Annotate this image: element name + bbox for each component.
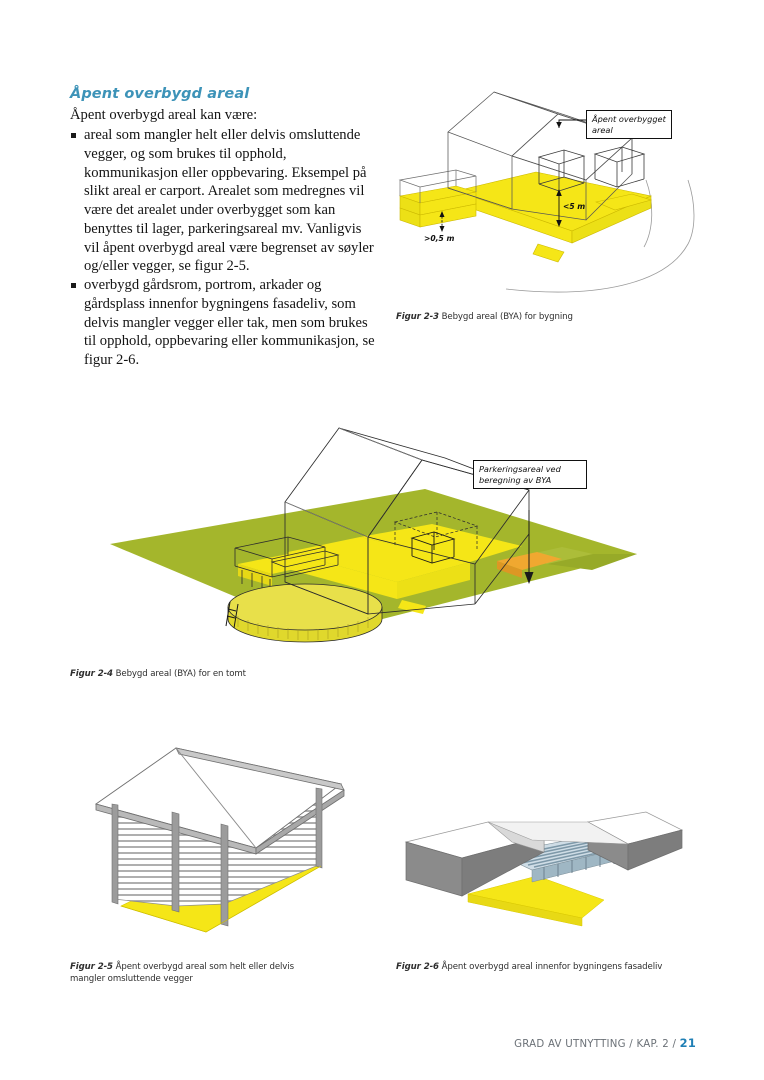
figure-number: Figur 2-4 — [70, 669, 113, 679]
callout-line: beregning av BYA — [479, 474, 552, 485]
dimension-label-under-five-metres: <5 m — [563, 202, 586, 211]
callout-apent-overbygget-areal — [586, 110, 672, 139]
dimension-label-over-half-metre: >0,5 m — [424, 234, 455, 243]
callout-parkeringsareal — [473, 460, 587, 489]
page-title: Åpent overbygd areal — [70, 86, 250, 102]
figure-number: Figur 2-3 — [396, 312, 439, 322]
page-footer — [514, 1036, 696, 1050]
figure-2-5-caption — [70, 962, 330, 985]
figure-2-6-caption — [396, 962, 676, 974]
body-text-column — [70, 86, 380, 370]
figure-number: Figur 2-5 — [70, 962, 113, 972]
figure-number: Figur 2-6 — [396, 962, 439, 972]
figure-2-4-caption — [70, 669, 470, 681]
callout-line: Parkeringsareal ved — [479, 464, 561, 474]
figure-2-3-caption — [396, 312, 696, 324]
figure-caption-text: Åpent overbygd areal som helt eller delvis mangler omsluttende vegger — [70, 962, 294, 984]
page-number: 21 — [679, 1036, 696, 1050]
figure-caption-text: Bebygd areal (BYA) for en tomt — [115, 669, 246, 679]
intro-paragraph: Åpent overbygd areal kan være: — [70, 107, 258, 124]
list-item: overbygd gårdsrom, portrom, arkader og gårdsplass innenfor bygningens fasadeliv, som delvis mangler vegger eller tak, men som brukes til opphold, oppbevaring eller kommunikasjon, se figur 2-6. — [70, 276, 380, 370]
figure-2-4-illustration — [92, 404, 652, 654]
bullet-list — [70, 126, 380, 370]
footer-text: GRAD AV UTNYTTING / KAP. 2 / — [514, 1039, 677, 1050]
list-item: areal som mangler helt eller delvis omsluttende vegger, og som brukes til opphold, kommunikasjon eller oppbevaring. Eksempel på slikt areal er carport. Arealet som medregnes vil være det arealet under overbygget som kan benyttes til lager, parkeringsareal mv. Vanligvis vil åpent overbygd areal være begrenset av søyler og/eller vegger, se figur 2-5. — [70, 126, 380, 276]
figure-caption-text: Bebygd areal (BYA) for bygning — [441, 312, 573, 322]
figure-2-3-illustration — [396, 84, 726, 299]
callout-line: areal — [592, 124, 613, 135]
figure-2-5-illustration — [76, 736, 366, 946]
callout-line: Åpent overbygget — [592, 114, 666, 124]
figure-2-6-illustration — [392, 800, 692, 940]
figure-caption-text: Åpent overbygd areal innenfor bygningens fasadeliv — [441, 962, 663, 972]
